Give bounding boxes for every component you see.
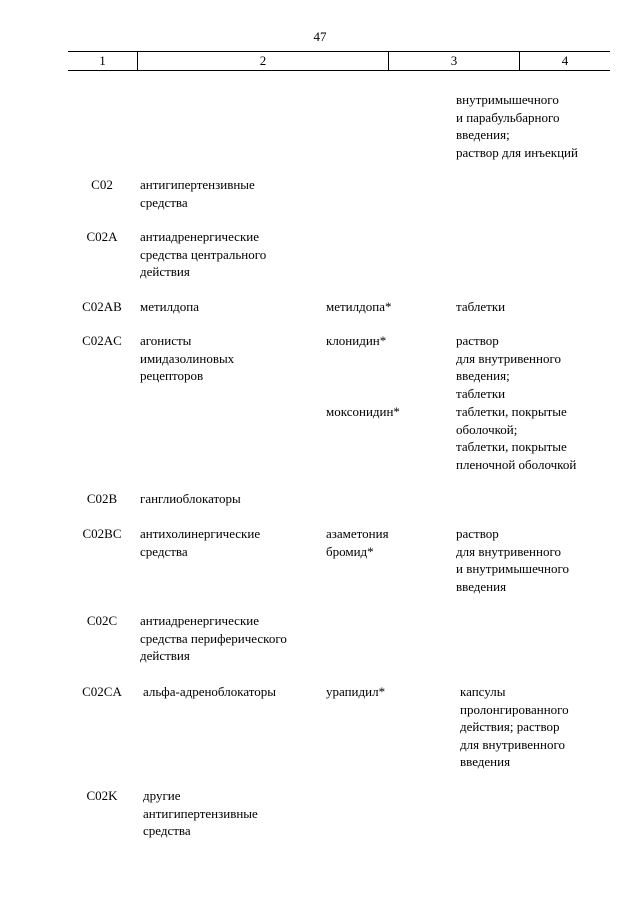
drug-name-cell: метилдопа*	[326, 299, 392, 314]
route-form-cell: внутримышечного и парабульбарного введения; раствор для инъекций	[456, 92, 578, 160]
page-number: 47	[313, 29, 327, 44]
atc-group-cell: антиадренергические средства центрального действия	[140, 229, 267, 279]
route-form-cell: таблетки, покрытые оболочкой; таблетки, покрытые пленочной оболочкой	[456, 404, 577, 472]
atc-code-cell: C02A	[86, 229, 118, 244]
route-form-cell: раствор для внутривенного и внутримышечного введения	[456, 526, 570, 594]
atc-code-cell: C02K	[86, 788, 118, 803]
column-header-3: 3	[388, 52, 519, 70]
atc-code-cell: C02	[91, 177, 113, 192]
drug-name-cell: урапидил*	[326, 684, 386, 699]
atc-group-cell: антихолинергические средства	[140, 526, 261, 559]
route-form-cell: раствор для внутривенного введения; таблетки	[456, 333, 561, 401]
column-header-1: 1	[99, 53, 106, 68]
drug-name-cell: азаметония бромид*	[326, 526, 389, 559]
column-header-2: 2	[137, 52, 388, 70]
route-form-cell: таблетки	[456, 299, 506, 314]
atc-code-cell: C02CA	[82, 684, 122, 699]
drug-name-cell: моксонидин*	[326, 404, 400, 419]
atc-code-cell: C02B	[86, 491, 118, 506]
atc-code-cell: C02C	[86, 613, 118, 628]
table-header-row	[68, 51, 610, 71]
atc-group-cell: метилдопа	[140, 299, 199, 314]
atc-code-cell: C02AC	[82, 333, 122, 348]
atc-code-cell: C02BC	[82, 526, 122, 541]
atc-group-cell: другие антигипертензивные средства	[143, 788, 258, 838]
atc-code-cell: C02AB	[82, 299, 122, 314]
route-form-cell: капсулы пролонгированного действия; раствор для внутривенного введения	[460, 684, 569, 769]
column-header-4: 4	[519, 52, 610, 70]
drug-name-cell: клонидин*	[326, 333, 387, 348]
atc-group-cell: агонисты имидазолиновых рецепторов	[140, 333, 235, 383]
atc-group-cell: альфа-адреноблокаторы	[143, 684, 277, 699]
atc-group-cell: антигипертензивные средства	[140, 177, 255, 210]
atc-group-cell: антиадренергические средства периферического действия	[140, 613, 287, 663]
atc-group-cell: ганглиоблокаторы	[140, 491, 241, 506]
